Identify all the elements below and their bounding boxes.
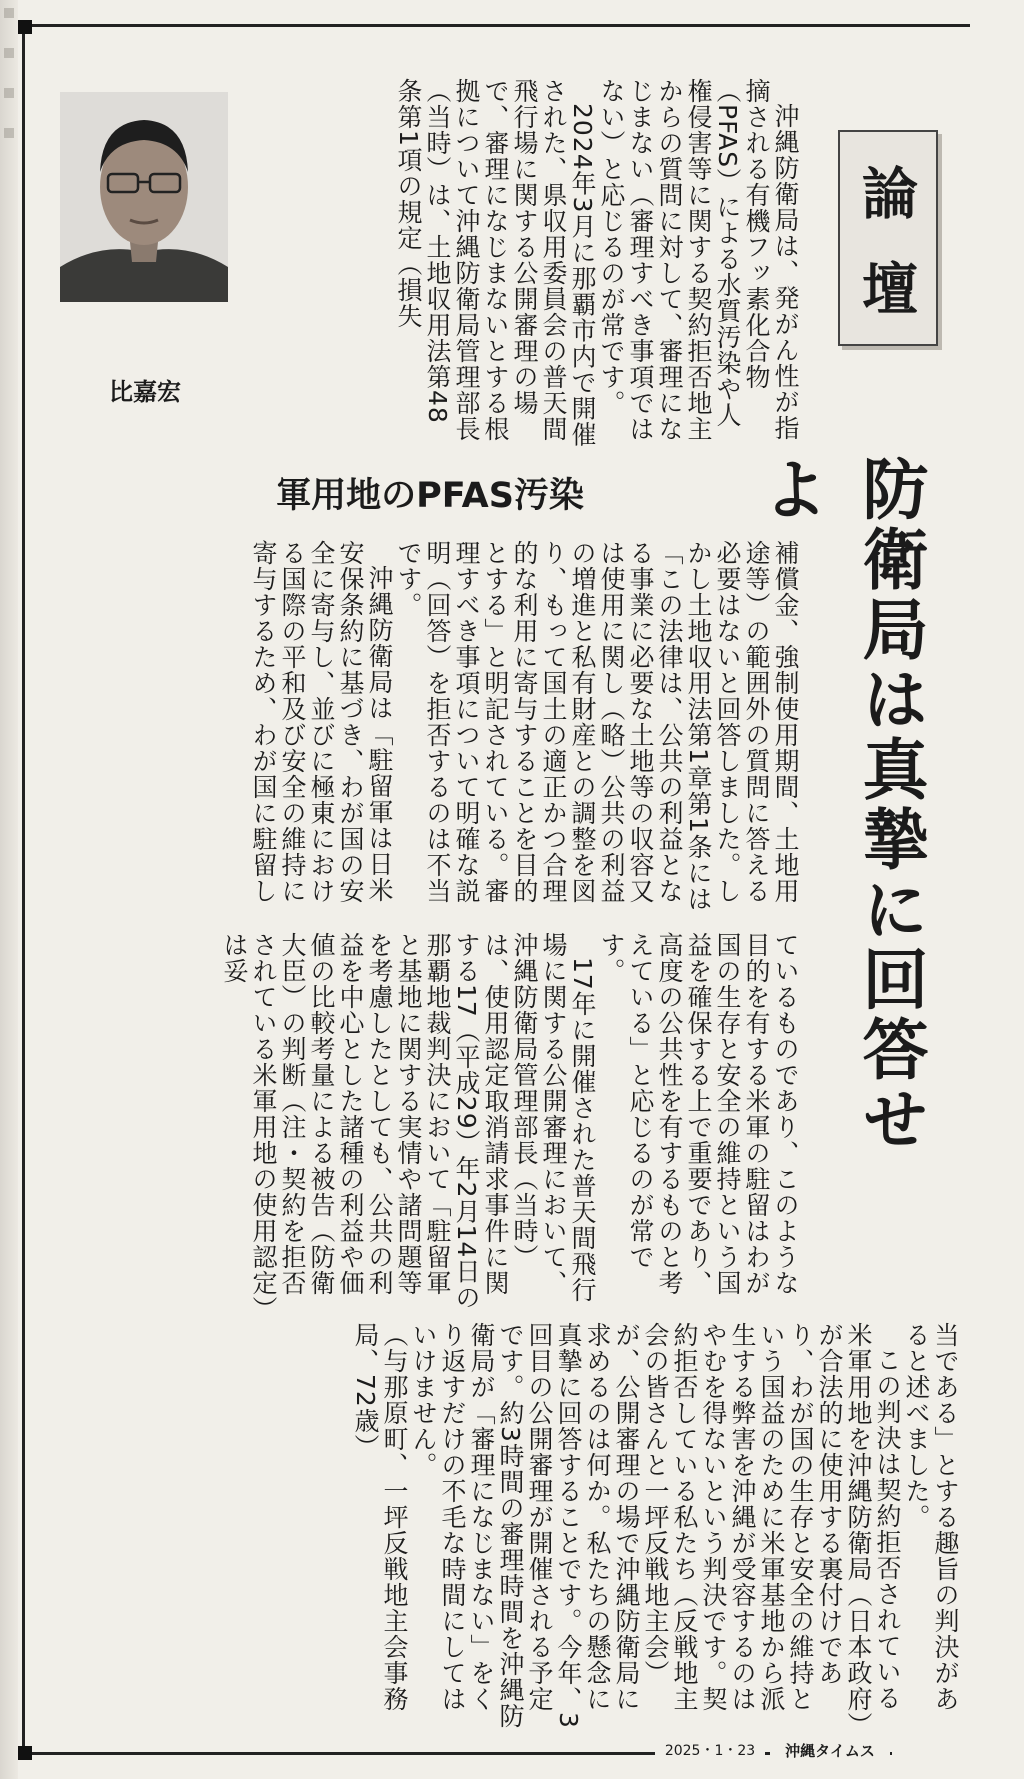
column-label: 論 壇 (838, 130, 938, 346)
body-middle-block (40, 540, 800, 920)
publication-date: 2025・1・23 (655, 1740, 765, 1764)
body-paragraph: 補償金、強制使用期間、土地用途等）の範囲外の質問に答える必要はないと回答しました。しかし土地収用法第1章第1条には「この法律は、公共の利益となる事業に必要な土地等の収容又は使用に関し（略）公共の利益の増進と私有財産との調整を図り、もって国土の適正かつ合理的な利用に寄与することを目的とする」と明記されている。審理すべき事項について明確な説明（回答）を拒否するのは不当です。 (394, 540, 800, 912)
frame-top-rule (22, 24, 970, 27)
body-top-block (240, 78, 800, 448)
author-affiliation: （与那原町、一坪反戦地主会事務局、72歳） (351, 1322, 409, 1712)
frame-left-rule (22, 24, 25, 1755)
body-bottom-block (40, 1322, 960, 1734)
body-paragraph: 沖縄防衛局は「駐留軍は日米安保条約に基づき、わが国の安全に寄与し、並びに極東における国際の平和及び安全の維持に寄与するため、わが国に駐留し (249, 540, 394, 904)
body-lower-block (40, 932, 800, 1312)
frame-corner-mark (18, 1746, 32, 1760)
author-name: 比嘉宏 (109, 378, 181, 406)
adjacent-column-edge (0, 0, 18, 1779)
body-paragraph: ているものであり、このような目的を有する米軍の駐留はわが国の生存と安全の維持という国益を確保する上で重要であり、高度の公共性を有するものと考えている」と応じるのが常です。 (597, 932, 800, 1296)
body-paragraph: この判決は契約拒否されている米軍用地を沖縄防衛局（日本政府）が合法的に使用する裏付けであり、わが国の生存と安全の維持という国益のために米軍基地から派生する弊害を沖縄が受容するのはやむを得ないという判決です。契約拒否している私たち（反戦地主会の皆さんと一坪反戦地主会）が、公開審理の場で沖縄防衛局に求めるのは何か。私たちの懸念に真摯に回答することです。今年、3回目の公開審理が開催される予定です。約3時間の審理時間を沖縄防衛局が「審理になじまない」をくり返すだけの不毛な時間にしてはいけません。 (409, 1322, 902, 1729)
frame-corner-mark (18, 20, 32, 34)
subheadline: 軍用地のPFAS汚染 (276, 476, 584, 516)
body-paragraph: 沖縄防衛局は、発がん性が指摘される有機フッ素化合物（PFAS）による水質汚染や人権侵害等に関する契約拒否地主からの質問に対して、審理になじまない（審理すべき事項ではない）と応じるのが常です。 (597, 78, 800, 442)
body-paragraph: 2024年3月に那覇市内で開催された、県収用委員会の普天間飛行場に関する公開審理の場で、審理になじまないとする根拠について沖縄防衛局管理部長（当時）は、土地収用法第48条第1項の規定（損失 (394, 78, 597, 448)
body-paragraph: 当である」とする趣旨の判決があると述べました。 (902, 1322, 960, 1712)
author-photo (60, 92, 228, 302)
headline: 防衛局は真摯に回答せよ (751, 455, 929, 1155)
body-paragraph: 17年に開催された普天間飛行場に関する公開審理において、沖縄防衛局管理部長（当時）は、使用認定取消請求事件に関する17（平成29）年2月14日の那覇地裁判決において「駐留軍と基地に関する実情や諸問題等を考慮したとしても、公共の利益を中心とした諸種の利益や価値の比較考量による被告（防衛大臣）の判断（注・契約を拒否されている米軍用地の使用認定）は妥 (220, 932, 597, 1311)
newspaper-name: 沖縄タイムス (770, 1740, 890, 1764)
author-portrait-image (60, 92, 228, 302)
